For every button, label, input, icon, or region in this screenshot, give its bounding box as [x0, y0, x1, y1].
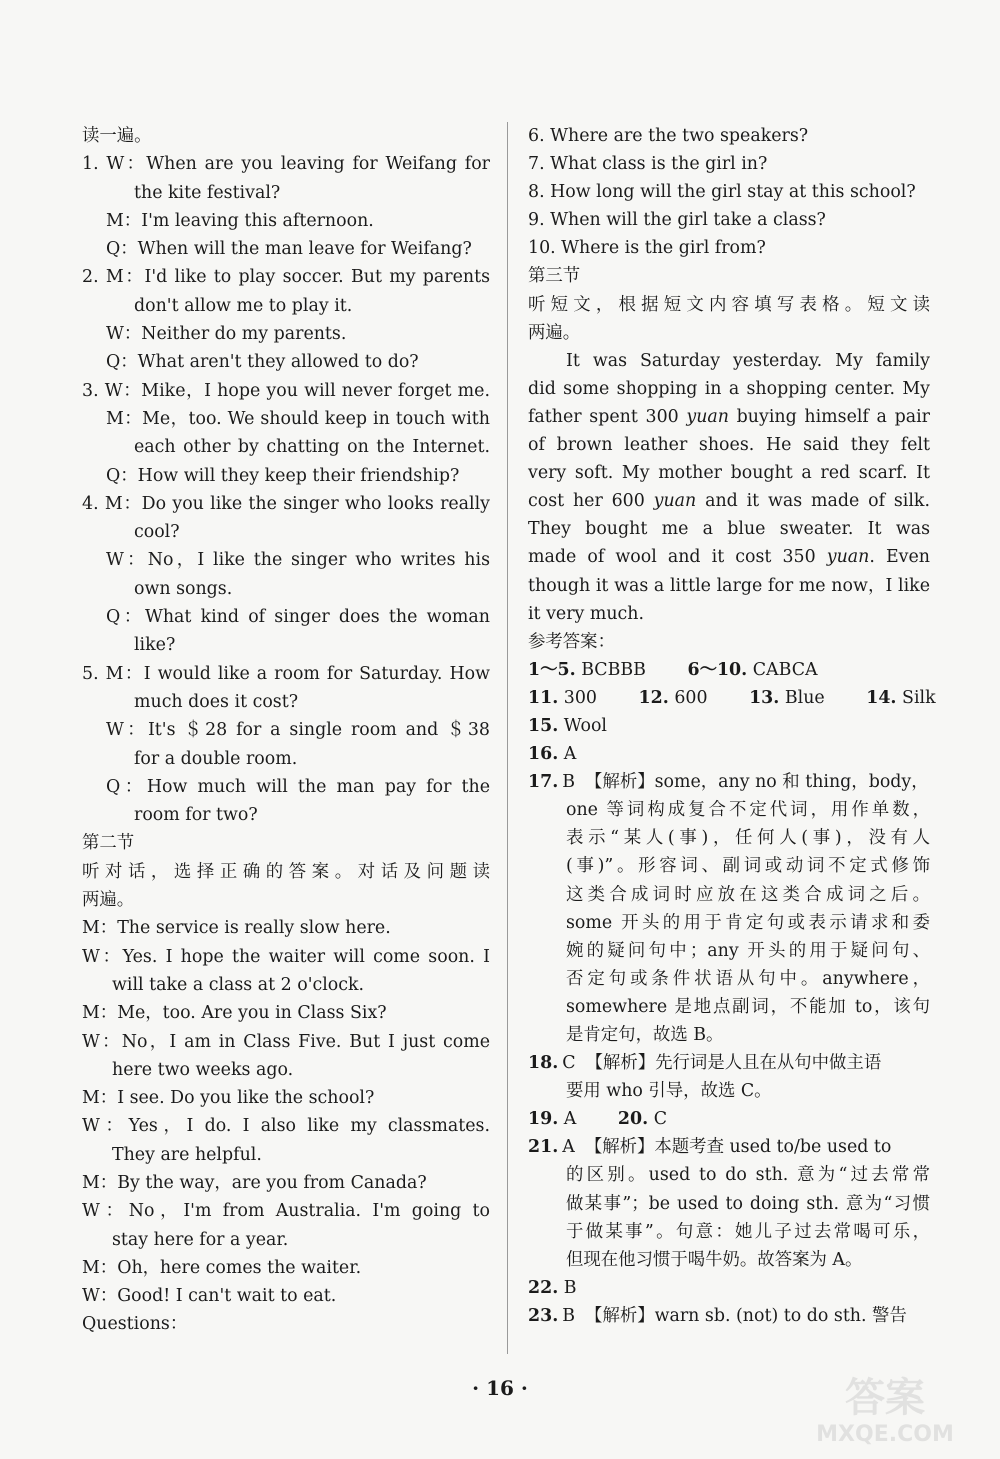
answer-row-1 — [528, 656, 930, 684]
passage-line: It was Saturday yesterday. My family — [566, 350, 930, 371]
explanation-line: 是肯定句，故选 B。 — [566, 1025, 724, 1045]
answer-item: 19. A — [528, 1109, 577, 1130]
explanation-line — [528, 1133, 930, 1161]
explanation-text: 【解析】本题考查 used to/be used to — [584, 1137, 892, 1158]
passage-fragment: . Even — [869, 547, 930, 568]
text-line: 第二节 — [82, 833, 135, 854]
text-line: don't allow me to play it. — [134, 295, 353, 316]
text-line: Q：How will they keep their friendship? — [106, 465, 460, 486]
explanation-text: 【解析】warn sb. (not) to do sth. 警告 — [585, 1305, 907, 1326]
passage-fragment: and it was made of silk. — [696, 491, 930, 512]
text-line: much does it cost? — [134, 691, 299, 712]
answer-number: 17. — [528, 772, 559, 793]
text-line: the kite festival? — [134, 182, 281, 203]
text-line: W：Yes. I hope the waiter will come soon. I — [82, 946, 490, 967]
right-column — [528, 122, 936, 1330]
explanation-line: 否定句或条件状语从句中。anywhere， — [566, 968, 930, 989]
text-line: Q：What kind of singer does the woman — [106, 607, 490, 628]
explanation-line — [528, 1302, 930, 1330]
answer-item: 13. Blue — [749, 687, 825, 708]
text-line: Questions： — [82, 1314, 188, 1335]
answers-title: 参考答案： — [528, 631, 615, 652]
passage-line: did some shopping in a shopping center. My — [528, 378, 930, 399]
text-line: own songs. — [134, 578, 233, 599]
explanation-line: one 等词构成复合不定代词，用作单数， — [566, 800, 930, 821]
answer-item: 14. Silk — [866, 687, 936, 708]
text-line: stay here for a year. — [112, 1229, 289, 1250]
explanation-line: 这类合成词时应放在这类合成词之后。 — [566, 884, 930, 905]
answer-21 — [528, 1133, 930, 1273]
text-line: W：Good! I can't wait to eat. — [82, 1286, 337, 1307]
text-line: W：No，I'm from Australia. I'm going to — [82, 1201, 490, 1222]
explanation-line: 婉的疑问句中；any 开头的用于疑问句、 — [566, 940, 930, 961]
passage — [528, 347, 930, 628]
text-line: 1. W：When are you leaving for Weifang for — [82, 154, 490, 175]
question-item: 9. When will the girl take a class? — [528, 210, 826, 231]
text-line: W：It's ＄28 for a single room and ＄38 — [106, 720, 490, 741]
answer-item: 11. 300 — [528, 687, 597, 708]
explanation-line: 表示“某人(事)，任何人(事)，没有人 — [566, 828, 930, 849]
explanation-line: 做某事”；be used to doing sth. 意为“习惯 — [566, 1193, 930, 1214]
answer-number: 21. — [528, 1137, 559, 1158]
explanation-line: 于做某事”。句意：她儿子过去常喝可乐， — [566, 1221, 930, 1242]
section3-title: 第三节 — [528, 266, 581, 287]
text-line: M：Me，too. Are you in Class Six? — [82, 1003, 387, 1024]
text-line: 两遍。 — [82, 890, 135, 911]
text-line: W：No，I like the singer who writes his — [106, 550, 490, 571]
explanation-line: some 开头的用于肯定句或表示请求和委 — [566, 912, 930, 933]
text-line: cool? — [134, 522, 180, 543]
answer-row-2 — [528, 684, 936, 712]
text-line: room for two? — [134, 805, 258, 826]
section3-instruction-cont: 两遍。 — [528, 322, 581, 343]
passage-line: though it was a little large for me now，I like — [528, 575, 930, 596]
answer-15: 15. Wool — [528, 715, 607, 736]
text-line: like? — [134, 635, 176, 656]
question-item: 7. What class is the girl in? — [528, 154, 768, 175]
answer-value: A — [562, 1137, 575, 1158]
answer-number: 23. — [528, 1305, 559, 1326]
text-line: M：By the way，are you from Canada? — [82, 1172, 427, 1193]
left-column — [82, 122, 490, 1339]
text-line: W：Neither do my parents. — [106, 324, 347, 345]
explanation-line: (事)”。形容词、副词或动词不定式修饰 — [566, 856, 930, 877]
explanation-line — [528, 768, 930, 796]
answer-23 — [528, 1302, 930, 1330]
text-line: 2. M：I'd like to play soccer. But my parents — [82, 267, 490, 288]
text-line: M：Oh，here comes the waiter. — [82, 1257, 362, 1278]
watermark-logo — [790, 1361, 980, 1447]
explanation-line: 但现在他习惯于喝牛奶。故答案为 A。 — [566, 1249, 863, 1270]
text-line: Q：When will the man leave for Weifang? — [106, 239, 472, 260]
text-line: W：Yes，I do. I also like my classmates. — [82, 1116, 490, 1137]
text-line: W：No，I am in Class Five. But I just come — [82, 1031, 490, 1052]
text-line: for a double room. — [134, 748, 298, 769]
text-line: 3. W：Mike，I hope you will never forget me. — [82, 380, 490, 401]
answer-17 — [528, 768, 930, 1049]
text-line: 5. M：I would like a room for Saturday. How — [82, 663, 490, 684]
svg-text:MXQE.COM: MXQE.COM — [816, 1422, 954, 1447]
question-list — [528, 122, 930, 262]
passage-fragment: made of wool and it cost 350 — [528, 547, 827, 568]
question-item: 6. Where are the two speakers? — [528, 126, 809, 146]
answer-19-20 — [528, 1105, 930, 1133]
dialogue-lines — [82, 150, 490, 1338]
section-heading: 读一遍。 — [82, 126, 152, 146]
svg-text:答案: 答案 — [845, 1375, 925, 1421]
explanation-line: somewhere 是地点副词，不能加 to，该句 — [566, 996, 930, 1017]
passage-fragment: cost her 600 — [528, 491, 654, 512]
answer-item: 12. 600 — [638, 687, 708, 708]
passage-line: it very much. — [528, 603, 645, 624]
page-number: · 16 · — [472, 1376, 528, 1400]
passage-line: very soft. My mother bought a red scarf. It — [528, 463, 930, 484]
answer-number: 18. — [528, 1053, 559, 1074]
question-item: 10. Where is the girl from? — [528, 238, 766, 259]
passage-fragment: yuan — [826, 547, 870, 568]
passage-line — [528, 403, 930, 431]
answer-item: 1～5. BCBBB — [528, 659, 646, 680]
passage-line — [528, 487, 930, 515]
explanation-line: 要用 who 引导，故选 C。 — [566, 1081, 772, 1102]
answer-18 — [528, 1049, 930, 1105]
answer-22: 22. B — [528, 1277, 577, 1298]
text-line: 听对话，选择正确的答案。对话及问题读 — [82, 861, 490, 882]
text-line: M：I see. Do you like the school? — [82, 1088, 375, 1109]
passage-line: They bought me a blue sweater. It was — [528, 519, 930, 540]
answer-value: B — [562, 1305, 576, 1326]
text-line: M：Me，too. We should keep in touch with — [106, 408, 490, 429]
passage-line: of brown leather shoes. He said they felt — [528, 435, 930, 456]
text-line: will take a class at 2 o'clock. — [112, 974, 365, 995]
question-item: 8. How long will the girl stay at this school? — [528, 182, 916, 203]
passage-fragment: father spent 300 — [528, 406, 687, 427]
column-divider — [507, 122, 508, 1354]
text-line: They are helpful. — [112, 1144, 262, 1165]
passage-fragment: buying himself a pair — [728, 406, 930, 427]
section3-instruction: 听短文，根据短文内容填写表格。短文读 — [528, 294, 930, 315]
passage-fragment: yuan — [686, 406, 729, 427]
explanation-text: 【解析】some，any no 和 thing，body， — [585, 772, 929, 793]
answer-item: 20. C — [617, 1109, 667, 1130]
text-line: each other by chatting on the Internet. — [134, 437, 490, 458]
answer-item: 6～10. CABCA — [687, 659, 818, 680]
passage-line — [528, 543, 930, 571]
answer-value: B — [562, 772, 576, 793]
text-line: Q：How much will the man pay for the — [106, 776, 490, 797]
text-line: Q：What aren't they allowed to do? — [106, 352, 419, 373]
text-line: M：I'm leaving this afternoon. — [106, 210, 374, 231]
answer-value: C — [562, 1053, 576, 1074]
answer-16: 16. A — [528, 744, 577, 765]
explanation-line: 的区别。used to do sth. 意为“过去常常 — [566, 1165, 930, 1186]
explanation-text: 【解析】先行词是人且在从句中做主语 — [585, 1053, 882, 1074]
text-line: here two weeks ago. — [112, 1059, 294, 1080]
passage-fragment: yuan — [653, 491, 697, 512]
text-line: M：The service is really slow here. — [82, 918, 391, 939]
text-line: 4. M：Do you like the singer who looks really — [82, 493, 490, 514]
explanation-line — [528, 1049, 930, 1077]
